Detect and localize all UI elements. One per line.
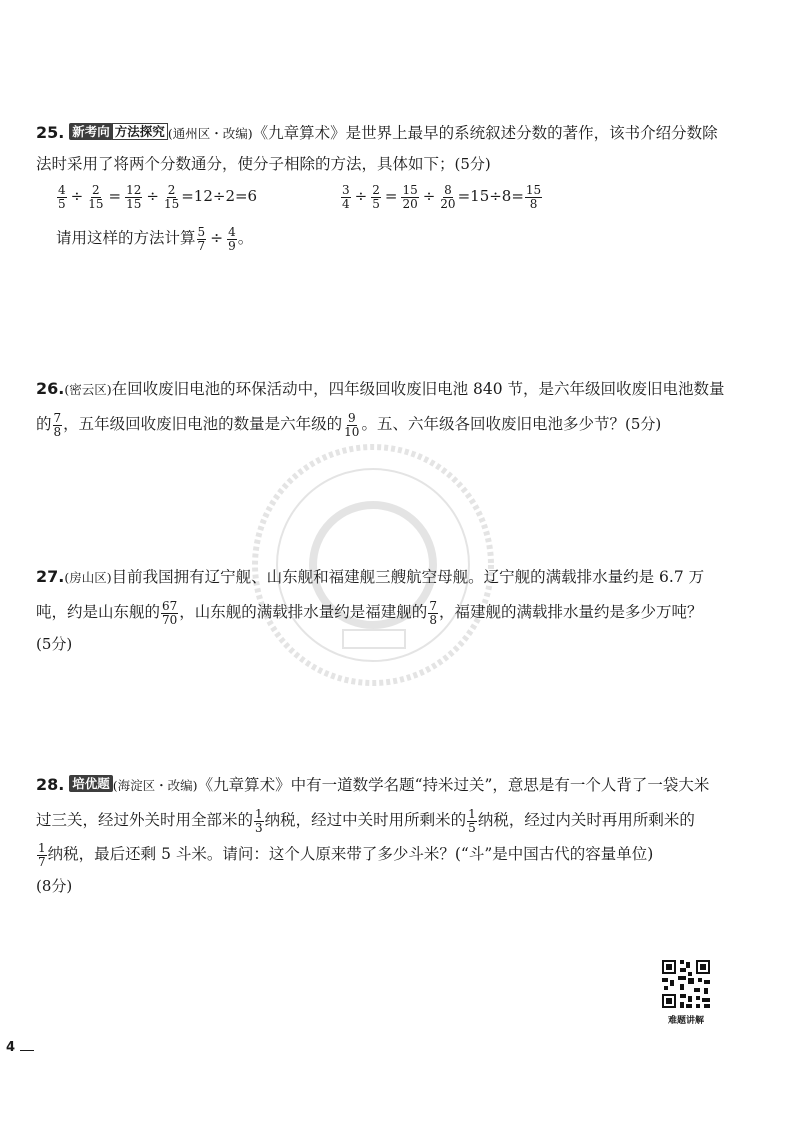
question-26: 26.(密云区)在回收废旧电池的环保活动中，四年级回收废旧电池 840 节，是六年级回收废旧电池数量 的 $\frac{7}{8}$ ，五年级回收废旧电池的数量是六年级的 $\frac{9}{10}$ 。五、六年级各回收废旧电池多少节？(5分) [36, 379, 725, 439]
question-number: 25. [36, 123, 65, 142]
fraction: $\frac{5}{7}$ [197, 224, 206, 253]
question-text-line2: 法时采用了将两个分数通分，使分子相除的方法，具体如下； [36, 155, 455, 173]
fraction: $\frac{9}{10}$ [344, 410, 360, 439]
fraction: $\frac{3}{4}$ [342, 182, 350, 211]
fraction: $\frac{15}{8}$ [525, 182, 542, 211]
qr-caption: 难题讲解 [667, 1016, 704, 1026]
qr-code-icon[interactable] [660, 958, 712, 1010]
method-tag: 方法探究 [112, 123, 168, 140]
fraction: $\frac{67}{70}$ [162, 598, 178, 627]
question-text-line1: 《九章算术》中有一道数学名题“持米过关”，意思是有一个人背了一袋大米 [197, 776, 710, 794]
question-source: (海淀区・改编) [112, 778, 198, 793]
example-equation-1: $\frac{4}{5}$ ÷ $\frac{2}{15}$ = $\frac{12}{15}$ ÷ $\frac{2}{15}$ =12÷2=6 [58, 182, 258, 211]
question-number: 27. [36, 567, 65, 586]
example-equation-2: $\frac{3}{4}$ ÷ $\frac{2}{5}$ = $\frac{15}{20}$ ÷ $\frac{8}{20}$ =15÷8= $\frac{15}{8}$ [342, 182, 542, 211]
question-number: 26. [36, 379, 65, 398]
question-28: 28. 培优题 (海淀区・改编)《九章算术》中有一道数学名题“持米过关”，意思是有一个人背了一袋大米 过三关，经过外关时用全部米的 $\frac{1}{3}$ 纳税，经过中关时用所剩米的 $\frac{1}{5}$ 纳税，经过内关时再用所剩米的 $\frac{1}{7}$ 纳税，最后还剩 5 斗米。请问：这个人原来带了多少斗米？(“斗”是中国古代的容量单位) (8分) [36, 775, 710, 895]
fraction: $\frac{15}{20}$ [402, 182, 418, 211]
fraction: $\frac{1}{5}$ [468, 806, 476, 835]
question-text-line1: 目前我国拥有辽宁舰、山东舰和福建舰三艘航空母舰。辽宁舰的满载排水量约是 6.7 万 [111, 568, 705, 586]
question-source: (通州区・改编) [167, 126, 253, 141]
question-text-line1: 《九章算术》是世界上最早的系统叙述分数的著作，该书介绍分数除 [252, 124, 718, 142]
fraction: $\frac{4}{5}$ [58, 182, 66, 211]
fraction: $\frac{7}{8}$ [429, 598, 437, 627]
question-number: 28. [36, 775, 65, 794]
new-direction-tag: 新考向 [69, 123, 113, 140]
fraction: $\frac{7}{8}$ [53, 410, 62, 439]
fraction: $\frac{1}{7}$ [38, 840, 46, 869]
fraction: $\frac{1}{3}$ [255, 806, 263, 835]
question-source: (密云区) [64, 382, 112, 397]
question-27: 27.(房山区)目前我国拥有辽宁舰、山东舰和福建舰三艘航空母舰。辽宁舰的满载排水量约是 6.7 万 吨，约是山东舰的 $\frac{67}{70}$ ，山东舰的满载排水量约是福建舰的 $\frac{7}{8}$ ，福建舰的满载排水量约是多少万吨？ (5分) [36, 567, 705, 653]
page-number: 4 [6, 1040, 16, 1055]
fraction: $\frac{2}{5}$ [372, 182, 380, 211]
question-25 [36, 118, 766, 179]
question-points: (5分) [624, 415, 662, 433]
question-points: (8分) [36, 877, 73, 895]
fraction: $\frac{8}{20}$ [440, 182, 456, 211]
fraction: $\frac{12}{15}$ [126, 182, 142, 211]
page-number-dash [20, 1050, 34, 1051]
question-points: (5分) [454, 155, 491, 173]
question-text-line1: 在回收废旧电池的环保活动中，四年级回收废旧电池 840 节，是六年级回收废旧电池数量 [111, 380, 725, 398]
fraction: $\frac{2}{15}$ [163, 182, 180, 211]
fraction: $\frac{2}{15}$ [88, 182, 104, 211]
question-source: (房山区) [64, 570, 112, 585]
advanced-tag: 培优题 [69, 775, 113, 792]
fraction: $\frac{4}{9}$ [228, 224, 236, 253]
question-points: (5分) [36, 635, 73, 653]
task-line: 请用这样的方法计算 $\frac{5}{7}$ ÷ $\frac{4}{9}$ 。 [56, 224, 254, 253]
